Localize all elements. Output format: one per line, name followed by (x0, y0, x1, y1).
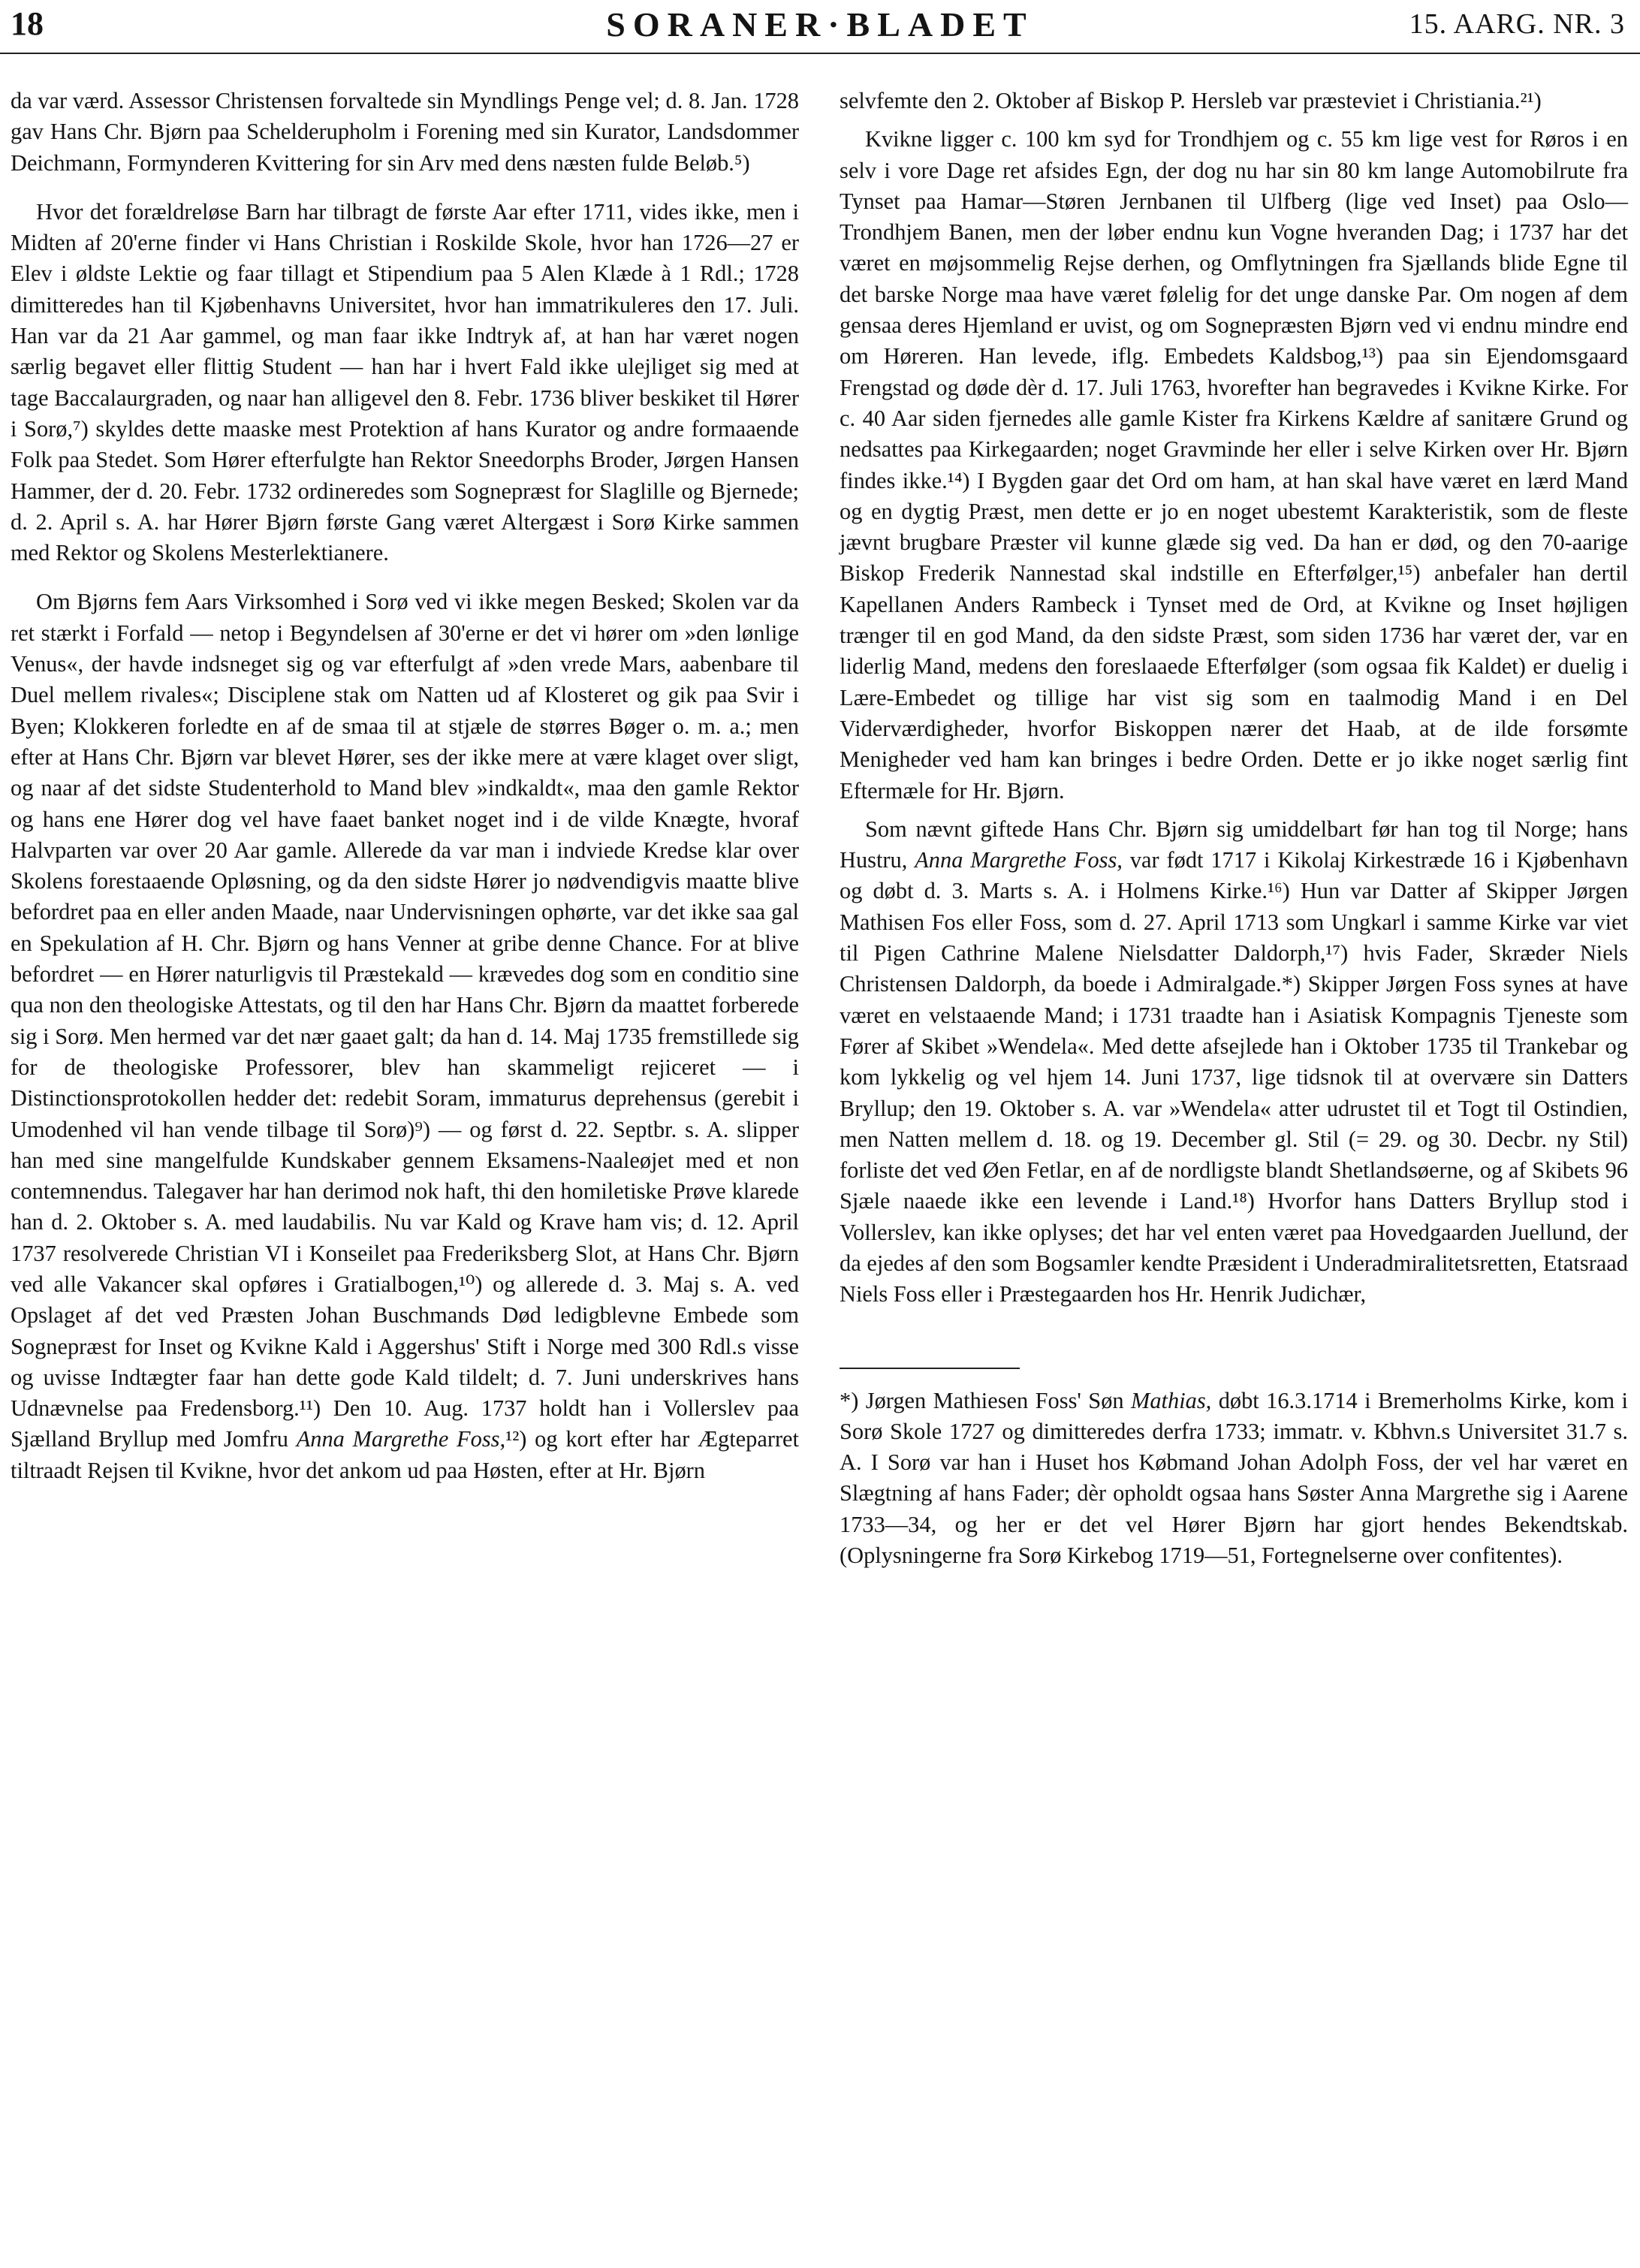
page-header (0, 0, 1640, 54)
paragraph: Hvor det forældreløse Barn har tilbragt de første Aar efter 1711, vides ikke, men i Midten af 20'erne finder vi Hans Christian i Roskilde Skole, hvor han 1726—27 er Elev i øldste Lektie og faar tillagt et Stipendium paa 5 Alen Klæde à 1 Rdl.; 1728 dimitteredes han til Kjøbenhavns Universitet, hvor han immatrikuleres den 17. Juli. Han var da 21 Aar gammel, og man faar ikke Indtryk af, at han har været nogen særlig begavet eller flittig Student — han har i hvert Fald ikke ulejliget sig med at tage Baccalaurgraden, og naar han alligevel den 8. Febr. 1736 bliver beskiket til Hører i Sorø,⁷) skyldes dette maaske mest Protektion af hans Kurator og andre formaaende Folk paa Stedet. Som Hører efterfulgte han Rektor Sneedorphs Broder, Jørgen Hansen Hammer, der d. 20. Febr. 1732 ordineredes som Sognepræst for Slaglille og Bjernede; d. 2. April s. A. har Hører Bjørn første Gang været Altergæst i Sorø Kirke sammen med Rektor og Skolens Mesterlektianere. (11, 198, 799, 566)
paragraph-text: ¹²) og kort efter har Ægteparret tiltraadt Rejsen til Kvikne, hvor det ankom ud paa Høsten, efter at Hr. Bjørn (11, 1426, 799, 1483)
paragraph: selvfemte den 2. Oktober af Biskop P. Hersleb var præsteviet i Christiania.²¹) (840, 88, 1542, 113)
italic-name: Anna Margrethe Foss, (296, 1426, 506, 1452)
left-column (11, 86, 799, 1486)
paragraph (840, 814, 1628, 1310)
italic-name: Anna Margrethe Foss, (915, 847, 1123, 873)
paragraph: Kvikne ligger c. 100 km syd for Trondhjem og c. 55 km lige vest for Røros i en selv i vore Dage ret afsides Egn, der dog nu har sin 80 km lange Automobilrute fra Tynset paa Hamar—Støren Jernbanen til Ulfberg (lige ved Inset) paa Oslo—Trondhjem Banen, men der løber endnu kun Vogne hveranden Dag; i 1737 har det været en møjsommelig Rejse derhen, og Omflytningen fra Sjællands blide Egne til det barske Norge maa have været følelig for det unge danske Par. Om nogen af dem gensaa deres Hjemland er uvist, og om Sognepræsten Bjørn ved vi endnu mindre end om Høreren. Han levede, iflg. Embedets Kaldsbog,¹³) paa sin Ejendomsgaard Frengstad og døde dèr d. 17. Juli 1763, hvorefter han begravedes i Kvikne Kirke. For c. 40 Aar siden fjernedes alle gamle Kister fra Kirkens Kældre af sanitære Grund og nedsattes paa Kirkegaarden; noget Gravminde her eller i selve Kirken over Hr. Bjørn findes ikke.¹⁴) I Bygden gaar det Ord om ham, at han skal have været en lærd Mand og en dygtig Præst, men dette er jo en noget ubestemt Karakteristik, som de fleste jævnt brugbare Præster vil kunne glæde sig ved. Da han er død, og den 70-aarige Biskop Frederik Nannestad skal indstille en Efterfølger,¹⁵) anbefaler han dertil Kapellanen Anders Rambeck i Tynset med de Ord, at Kvikne og Inset højligen trænger til en god Mand, da den sidste Præst, som siden 1736 har været der, var en liderlig Mand, medens den foreslaaede Efterfølger (som ogsaa fik Kaldet) er duelig i Lære-Embedet og tillige har vist sig som en taalmodig Mand i en Del Viderværdigheder, hvorfor Biskoppen nærer det Haab, at de ilde forsømte Menigheder ved ham kan bringes i bedre Orden. Dette er jo ikke noget særlig fint Eftermæle for Hr. Bjørn. (840, 126, 1628, 804)
paragraph (11, 587, 799, 1486)
paragraph: da var værd. Assessor Christensen forvaltede sin Myndlings Penge vel; d. 8. Jan. 1728 gav Hans Chr. Bjørn paa Schelderupholm i Forening med sin Kurator, Landsdommer Deichmann, Formynderen Kvittering for sin Arv med dens næsten fulde Beløb.⁵) (11, 88, 799, 176)
issue-label: 15. AARG. NR. 3 (1409, 8, 1625, 40)
paragraph-text: Som nævnt giftede Hans Chr. Bjørn sig umiddelbart før han tog til Norge; hans Hustru, (840, 816, 1628, 873)
footnote-text: døbt 16.3.1714 i Bremerholms Kirke, kom i Sorø Skole 1727 og dimitteredes derfra 1733; immatr. v. Kbhvn.s Universitet 31.7 s. A. I Sorø var han i Huset hos Købmand Johan Adolph Foss, der vel har været en Slægtning af hans Fader; dèr opholdt ogsaa hans Søster Anna Margrethe sig i Aarene 1733—34, og her er det vel Hører Bjørn har gjort hendes Bekendtskab. (Oplysningerne fra Sorø Kirkebog 1719—51, Fortegnelserne over confitentes). (840, 1387, 1628, 1569)
footnote-italic-name: Mathias, (1131, 1387, 1212, 1413)
footnote-divider (840, 1368, 1020, 1369)
paragraph-text: Om Bjørns fem Aars Virksomhed i Sorø ved vi ikke megen Besked; Skolen var da ret stærkt i Forfald — netop i Begyndelsen af 30'erne er det vi hører om »den lønlige Venus«, der havde indsneget sig og var efterfulgt af »den vrede Mars, aabenbare til Duel mellem rivales«; Disciplene stak om Natten ud af Klosteret og gik paa Svir i Byen; Klokkeren forledte en af de smaa til at stjæle de størres Bøger o. m. a.; men efter at Hans Chr. Bjørn var blevet Hører, ses der ikke mere at være klaget over sligt, og naar af det sidste Studenterhold to Mand blev »indkaldt«, maa den gamle Rektor og hans ene Hører dog vel have faaet banket noget ind i de vilde Knægte, hvoraf Halvparten var over 20 Aar gamle. Allerede da var man i indviede Kredse klar over Skolens forestaaende Opløsning, og da den sidste Hører jo nødvendigvis maatte blive befordret paa en eller anden Maade, naar Undervisningen ophørte, var det ikke saa gal en Spekulation af H. Chr. Bjørn og hans Venner at gribe denne Chance. For at blive befordret — en Hører naturligvis til Præstekald — krævedes dog som en conditio sine qua non den theologiske Attestats, og til den har Hans Chr. Bjørn da maattet forberede sig i Sorø. Men hermed var det nær gaaet galt; da han d. 14. Maj 1735 fremstillede sig for de theologiske Professorer, blev han skammeligt rejiceret — i Distinctionsprotokollen hedder det: redebit Soram, immaturus deprehensus (gerebit i Umodenhed vil han vende tilbage til Sorø)⁹) — og først d. 22. Septbr. s. A. slipper han med sine mangelfulde Kundskaber gennem Eksamens-Naaleøjet med et non contemnendus. Talegaver har han derimod nok haft, thi den homiletiske Prøve klarede han d. 2. Oktober s. A. med laudabilis. Nu var Kald og Krave ham vis; d. 12. April 1737 resolverede Christian VI i Konseilet paa Frederiksberg Slot, at Hans Chr. Bjørn ved alle Vakancer skal opføres i Gratialbogen,¹⁰) og allerede d. 3. Maj s. A. ved Opslaget af det ved Præsten Johan Buschmands Død ledigblevne Embede som Sognepræst for Inset og Kvikne Kald i Aggershus' Stift i Norge med 300 Rdl.s visse og uvisse Indtægter faar han dette gode Kald tildelt; d. 7. Juni underskrives hans Udnævnelse paa Fredensborg.¹¹) Den 10. Aug. 1737 holdt han i Vollerslev paa Sjælland Bryllup med Jomfru (11, 589, 799, 1452)
paragraph-text: var født 1717 i Kikolaj Kirkestræde 16 i Kjøbenhavn og døbt d. 3. Marts s. A. i Holmens Kirke.¹⁶) Hun var Datter af Skipper Jørgen Mathisen Fos eller Foss, som d. 27. April 1713 som Ungkarl i samme Kirke var viet til Pigen Cathrine Malene Nielsdatter Daldorph,¹⁷) hvis Fader, Skræder Niels Christensen Daldorph, da boede i Admiralgade.*) Skipper Jørgen Foss synes at have været en velstaaende Mand; i 1731 traadte han i Asiatisk Kompagnis Tjeneste som Fører af Skibet »Wendela«. Med dette afsejlede han i Oktober 1735 til Trankebar og kom lykkelig og vel hjem 14. Juni 1737, lige tidsnok til at overvære sin Datters Bryllup; den 19. Oktober s. A. var »Wendela« atter udrustet til et Togt til Ostindien, men Natten mellem d. 18. og 19. December gl. Stil (= 29. og 30. Decbr. ny Stil) forliste det ved Øen Fetlar, en af de nordligste blandt Shetlandsøerne, og af Skibets 96 Sjæle naaede ikke een levende i Land.¹⁸) Hvorfor hans Datters Bryllup stod i Vollerslev, kan ikke oplyses; det har vel enten været paa Hovedgaarden Juellund, der da ejedes af den som Bogsamler kendte Præsident i Underadmiralitetsretten, Etatsraad Niels Foss eller i Præstegaarden hos Hr. Henrik Judichær, (840, 847, 1629, 1307)
journal-title: SORANER·BLADET (606, 5, 1034, 44)
page-number: 18 (11, 5, 44, 42)
footnote (840, 1386, 1628, 1572)
right-column (840, 86, 1628, 1571)
footnote-lead: *) Jørgen Mathiesen Foss' Søn (840, 1387, 1124, 1413)
